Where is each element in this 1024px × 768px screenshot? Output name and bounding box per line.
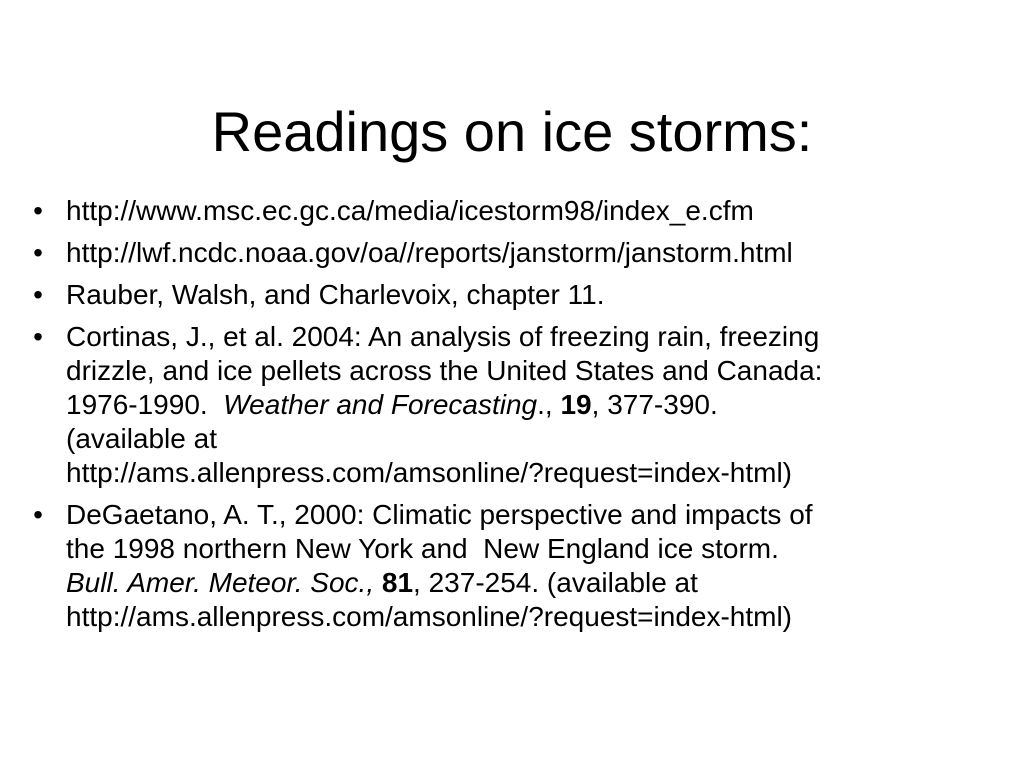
reference-line <box>66 532 1018 566</box>
reference-line <box>66 566 1018 600</box>
reference-line <box>66 194 1018 228</box>
reference-url[interactable]: http://www.msc.ec.gc.ca/media/icestorm98/index_e.cfm <box>66 195 754 226</box>
list-item <box>28 498 1018 634</box>
reference-line <box>66 456 1018 490</box>
reference-text <box>374 567 382 598</box>
bullet-icon: • <box>33 321 43 352</box>
reference-line <box>66 600 1018 634</box>
list-item <box>28 236 1018 270</box>
reference-line <box>66 498 1018 532</box>
reference-text: (available at <box>66 423 217 454</box>
page-range: , 377-390. <box>591 389 718 420</box>
reference-url[interactable]: http://ams.allenpress.com/amsonline/?request=index-html) <box>66 457 793 488</box>
reference-line <box>66 388 1018 422</box>
reference-text: , <box>544 389 561 420</box>
bullet-icon: • <box>33 195 43 226</box>
volume-number: 81 <box>381 567 414 598</box>
reference-url[interactable]: http://ams.allenpress.com/amsonline/?request=index-html) <box>66 601 793 632</box>
list-item <box>28 194 1018 228</box>
journal-name: Bull. Amer. Meteor. Soc., <box>66 567 375 598</box>
reference-text: the 1998 northern New York and New England ice storm. <box>66 533 779 564</box>
bullet-icon: • <box>33 279 43 310</box>
reference-line <box>66 236 1018 270</box>
reference-line <box>66 422 1018 456</box>
journal-name: Weather and Forecasting <box>223 389 538 420</box>
slide-title: Readings on ice storms: <box>211 100 813 163</box>
reference-text: DeGaetano, A. T., 2000: Climatic perspective and impacts of <box>66 499 813 530</box>
list-item <box>28 278 1018 312</box>
reference-text: . <box>537 389 545 420</box>
reference-text: drizzle, and ice pellets across the United States and Canada: <box>66 355 823 386</box>
list-item <box>28 320 1018 490</box>
bullet-icon: • <box>33 237 43 268</box>
reference-line <box>66 320 1018 354</box>
reference-text: Cortinas, J., et al. 2004: An analysis of freezing rain, freezing <box>66 321 820 352</box>
reference-line <box>66 278 1018 312</box>
volume-number: 19 <box>560 389 592 420</box>
page-range: , 237-254. (available at <box>413 567 698 598</box>
reference-text: Rauber, Walsh, and Charlevoix, chapter 11. <box>66 279 605 310</box>
bullet-icon: • <box>33 499 43 530</box>
reference-line <box>66 354 1018 388</box>
reference-list <box>28 194 1018 642</box>
reference-url[interactable]: http://lwf.ncdc.noaa.gov/oa//reports/janstorm/janstorm.html <box>66 237 793 268</box>
reference-text: 1976-1990. <box>66 389 224 420</box>
